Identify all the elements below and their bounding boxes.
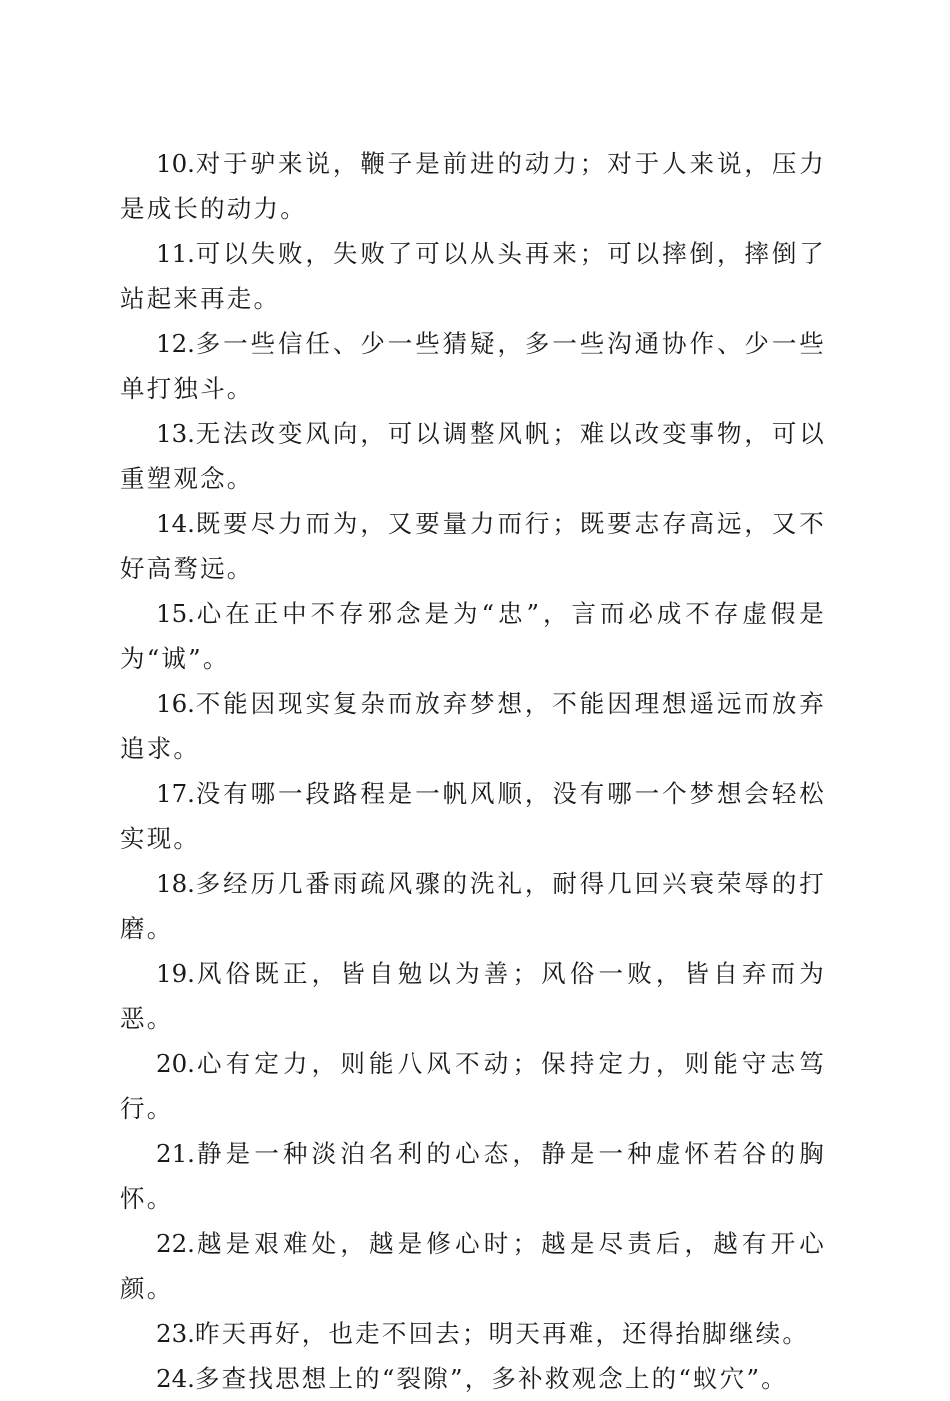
item-text: 风俗既正，皆自勉以为善；风俗一败，皆自弃而为恶。 bbox=[120, 959, 826, 1033]
item-text: 没有哪一段路程是一帆风顺，没有哪一个梦想会轻松实现。 bbox=[120, 779, 826, 853]
list-item bbox=[120, 681, 826, 771]
item-number: 18. bbox=[156, 869, 195, 898]
list-item bbox=[120, 1311, 826, 1356]
item-number: 19. bbox=[156, 959, 195, 988]
list-item bbox=[120, 591, 826, 681]
item-number: 10. bbox=[156, 149, 195, 178]
item-text: 昨天再好，也走不回去；明天再难，还得抬脚继续。 bbox=[194, 1319, 810, 1348]
item-text: 多查找思想上的“裂隙”，多补救观念上的“蚁穴”。 bbox=[194, 1364, 788, 1393]
list-item bbox=[120, 1131, 826, 1221]
item-number: 14. bbox=[156, 509, 195, 538]
item-text: 既要尽力而为，又要量力而行；既要志存高远，又不好高骛远。 bbox=[120, 509, 826, 583]
item-text: 不能因现实复杂而放弃梦想，不能因理想遥远而放弃追求。 bbox=[120, 689, 826, 763]
list-item bbox=[120, 1221, 826, 1311]
list-item bbox=[120, 501, 826, 591]
list-item bbox=[120, 141, 826, 231]
item-number: 23. bbox=[156, 1319, 195, 1348]
item-number: 13. bbox=[156, 419, 195, 448]
item-number: 12. bbox=[156, 329, 195, 358]
item-text: 可以失败，失败了可以从头再来；可以摔倒，摔倒了站起来再走。 bbox=[120, 239, 826, 313]
item-text: 无法改变风向，可以调整风帆；难以改变事物，可以重塑观念。 bbox=[120, 419, 826, 493]
item-number: 15. bbox=[156, 599, 195, 628]
list-item bbox=[120, 231, 826, 321]
item-number: 11. bbox=[156, 239, 195, 268]
item-number: 16. bbox=[156, 689, 195, 718]
item-number: 21. bbox=[156, 1139, 195, 1168]
list-item bbox=[120, 1356, 826, 1401]
list-item bbox=[120, 1041, 826, 1131]
item-text: 越是艰难处，越是修心时；越是尽责后，越有开心颜。 bbox=[120, 1229, 826, 1303]
item-text: 多经历几番雨疏风骤的洗礼，耐得几回兴衰荣辱的打磨。 bbox=[120, 869, 826, 943]
quote-list bbox=[120, 141, 826, 1401]
item-text: 对于驴来说，鞭子是前进的动力；对于人来说，压力是成长的动力。 bbox=[120, 149, 826, 223]
list-item bbox=[120, 771, 826, 861]
list-item bbox=[120, 411, 826, 501]
item-text: 心在正中不存邪念是为“忠”，言而必成不存虚假是为“诚”。 bbox=[120, 599, 826, 673]
item-number: 22. bbox=[156, 1229, 195, 1258]
item-text: 静是一种淡泊名利的心态，静是一种虚怀若谷的胸怀。 bbox=[120, 1139, 826, 1213]
item-number: 20. bbox=[156, 1049, 195, 1078]
item-text: 多一些信任、少一些猜疑，多一些沟通协作、少一些单打独斗。 bbox=[120, 329, 826, 403]
item-text: 心有定力，则能八风不动；保持定力，则能守志笃行。 bbox=[120, 1049, 826, 1123]
list-item bbox=[120, 951, 826, 1041]
item-number: 24. bbox=[156, 1364, 195, 1393]
list-item bbox=[120, 861, 826, 951]
item-number: 17. bbox=[156, 779, 195, 808]
list-item bbox=[120, 321, 826, 411]
